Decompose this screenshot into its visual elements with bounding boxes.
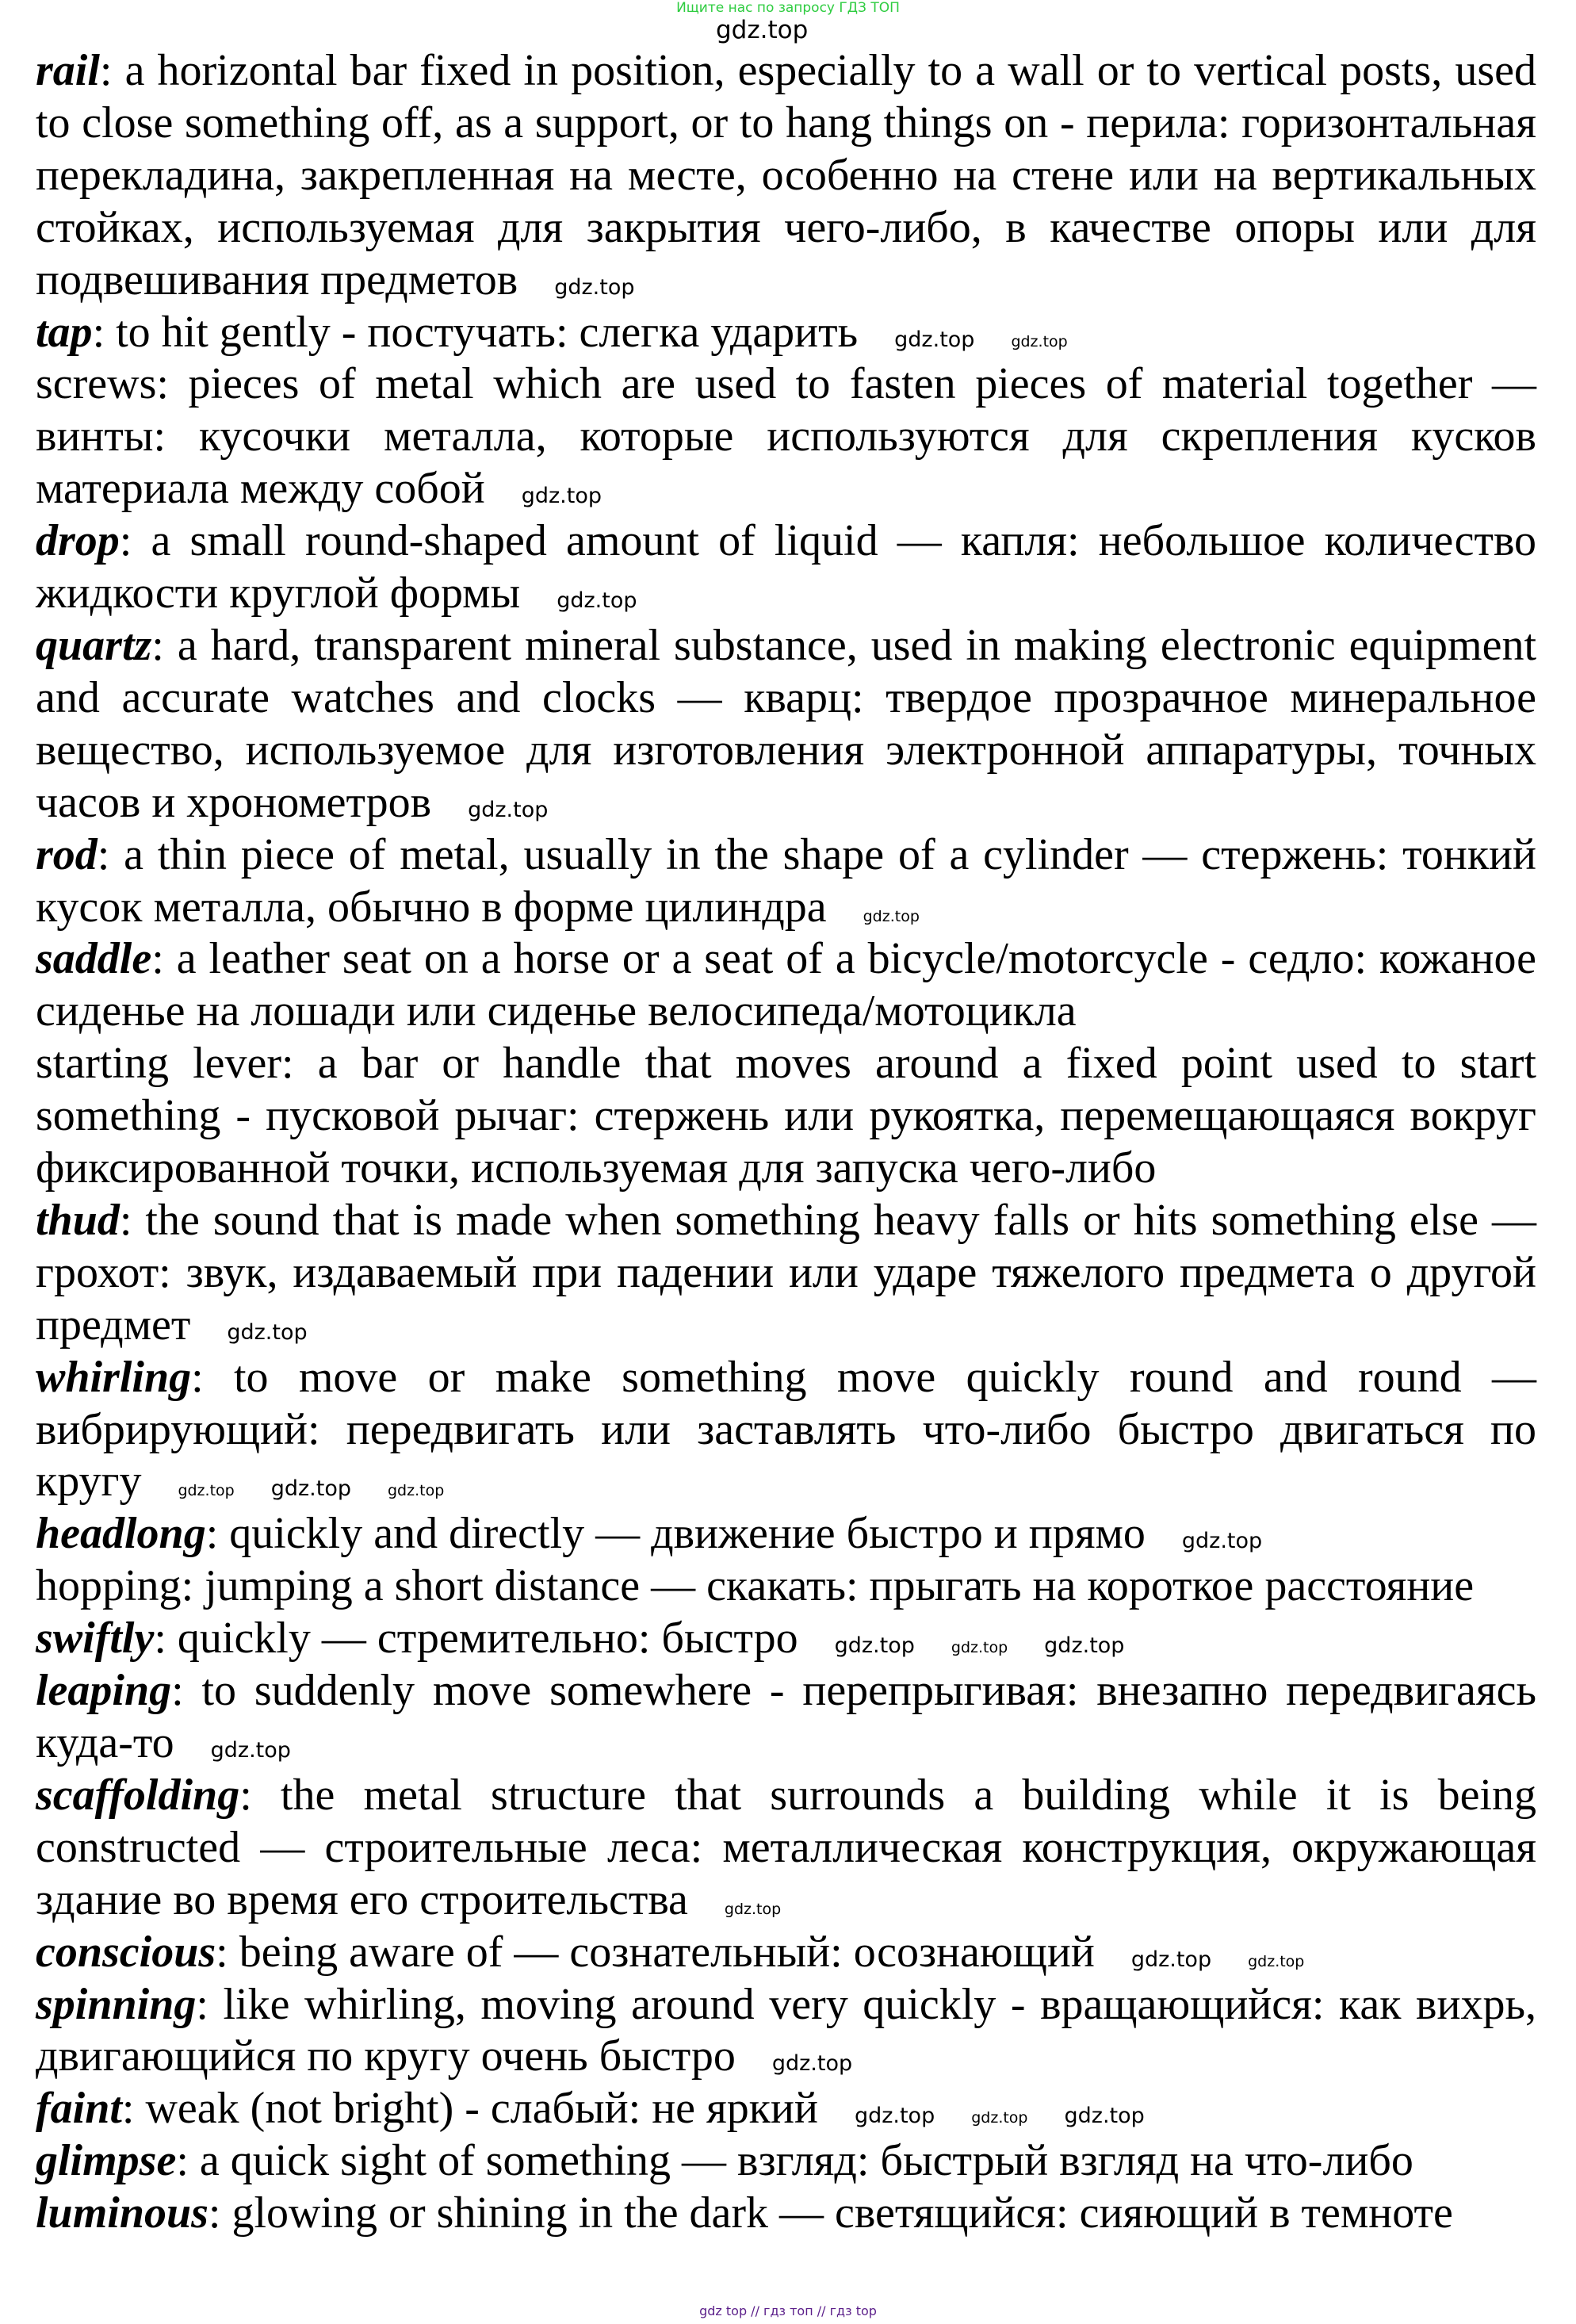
entry-term: thud bbox=[36, 1195, 120, 1245]
entry-definition: : to move or make something move quickly round and round — вибрирующий: передвигать или заставлять что-либо быстро двигаться по кругу bbox=[36, 1352, 1536, 1507]
glossary-entry bbox=[36, 933, 1536, 1038]
glossary-entry bbox=[36, 1665, 1536, 1770]
glossary-entry bbox=[36, 1038, 1536, 1195]
glossary-entry bbox=[36, 829, 1536, 934]
entry-term: conscious bbox=[36, 1927, 216, 1977]
watermark: gdz.top bbox=[1044, 1633, 1125, 1659]
watermark: gdz.top bbox=[863, 907, 920, 925]
entry-definition: : a horizontal bar fixed in position, especially to a wall or to vertical posts, used to close something off, as a support, or to hang things on - перила: горизонтальная перекладина, закрепленная на месте, особенно на стене или на вертикальных стойках, используемая для закрытия чего-либо, в качестве опоры или для подвешивания предметов bbox=[36, 46, 1536, 304]
entry-term: quartz bbox=[36, 620, 152, 670]
glossary-entry bbox=[36, 2135, 1536, 2188]
entry-term: glimpse bbox=[36, 2136, 177, 2186]
entry-term: drop bbox=[36, 516, 120, 566]
entry-definition: : quickly and directly — движение быстро и прямо bbox=[205, 1509, 1146, 1559]
glossary-entry bbox=[36, 2188, 1536, 2240]
watermark: gdz.top bbox=[716, 16, 809, 44]
watermark: gdz.top bbox=[854, 2104, 935, 2129]
entry-term: starting lever bbox=[36, 1039, 282, 1089]
watermark: gdz.top bbox=[227, 1319, 308, 1345]
glossary-entry bbox=[36, 1560, 1536, 1613]
entry-term: scaffolding bbox=[36, 1770, 240, 1820]
watermark: gdz.top bbox=[1011, 332, 1068, 350]
watermark: gdz.top bbox=[388, 1482, 445, 1500]
watermark: gdz.top bbox=[1181, 1529, 1263, 1554]
watermark: gdz.top bbox=[951, 1639, 1008, 1657]
search-hint-banner: Ищите нас по запросу ГДЗ ТОП bbox=[676, 0, 900, 16]
entry-term: rail bbox=[36, 46, 100, 95]
watermark: gdz.top bbox=[178, 1482, 235, 1500]
glossary-entry bbox=[36, 1770, 1536, 1927]
glossary-entry bbox=[36, 307, 1536, 359]
entry-term: screws bbox=[36, 359, 157, 409]
entry-term: faint bbox=[36, 2084, 122, 2134]
glossary-entry bbox=[36, 620, 1536, 829]
entry-definition: : a bar or handle that moves around a fixed point used to start something - пусковой рычаг: стержень или рукоятка, перемещающаяся вокруг фиксированной точки, используемая для запуска чего-либо bbox=[36, 1039, 1536, 1193]
entry-definition: : the metal structure that surrounds a building while it is being constructed — строительные леса: металлическая конструкция, окружающая здание во время его строительства bbox=[36, 1770, 1536, 1924]
watermark: gdz.top bbox=[1064, 2104, 1145, 2129]
watermark: gdz.top bbox=[270, 1476, 351, 1502]
glossary-entry bbox=[36, 1352, 1536, 1509]
watermark: gdz.top bbox=[771, 2051, 853, 2077]
entry-term: luminous bbox=[36, 2188, 208, 2238]
entry-definition: : jumping a short distance — скакать: прыгать на короткое расстояние bbox=[181, 1561, 1475, 1611]
glossary-entry bbox=[36, 1613, 1536, 1665]
watermark: gdz.top bbox=[1130, 1947, 1212, 1972]
entry-definition: : a leather seat on a horse or a seat of a bicycle/motorcycle - седло: кожаное сиденье на лошади или сиденье велосипеда/мотоцикла bbox=[36, 934, 1536, 1036]
watermark: gdz.top bbox=[894, 327, 975, 352]
watermark: gdz.top bbox=[971, 2109, 1028, 2127]
entry-definition: : a hard, transparent mineral substance, used in making electronic equipment and accurate watches and clocks — кварц: твердое прозрачное минеральное вещество, используемое для изготовления электронной аппаратуры, точных часов и хронометров bbox=[36, 620, 1536, 827]
entry-definition: : a small round-shaped amount of liquid — капля: небольшое количество жидкости круглой формы bbox=[36, 516, 1536, 618]
watermark: gdz.top bbox=[724, 1900, 782, 1918]
watermark: gdz.top bbox=[210, 1738, 291, 1763]
glossary-entry bbox=[36, 515, 1536, 620]
entry-term: leaping bbox=[36, 1666, 172, 1716]
glossary-entry bbox=[36, 45, 1536, 307]
entry-definition: : quickly — стремительно: быстро bbox=[154, 1614, 798, 1664]
entry-definition: : to suddenly move somewhere - перепрыгивая: внезапно передвигаясь куда-то bbox=[36, 1666, 1536, 1767]
glossary-entry bbox=[36, 1508, 1536, 1560]
entry-definition: : being aware of — сознательный: осознающий bbox=[216, 1927, 1095, 1977]
entry-definition: : a thin piece of metal, usually in the shape of a cylinder — стержень: тонкий кусок металла, обычно в форме цилиндра bbox=[36, 829, 1536, 932]
glossary-entry bbox=[36, 358, 1536, 515]
entry-definition: : pieces of metal which are used to fasten pieces of material together — винты: кусочки металла, которые используются для скрепления кусков материала между собой bbox=[36, 359, 1536, 514]
entry-definition: : the sound that is made when something heavy falls or hits something else — грохот: звук, издаваемый при падении или ударе тяжелого предмета о другой предмет bbox=[36, 1195, 1536, 1350]
entry-definition: : a quick sight of something — взгляд: быстрый взгляд на что-либо bbox=[176, 2136, 1413, 2186]
watermark: gdz.top bbox=[554, 274, 635, 300]
watermark: gdz.top bbox=[834, 1633, 915, 1659]
entry-term: spinning bbox=[36, 1979, 197, 2029]
entry-term: rod bbox=[36, 829, 98, 879]
glossary-entry bbox=[36, 1927, 1536, 1979]
entry-term: swiftly bbox=[36, 1614, 155, 1664]
watermark: gdz.top bbox=[557, 588, 637, 614]
entry-definition: : weak (not bright) - слабый: не яркий bbox=[121, 2084, 818, 2134]
glossary-entry bbox=[36, 1979, 1536, 2084]
glossary bbox=[36, 45, 1536, 2240]
entry-term: hopping bbox=[36, 1561, 182, 1611]
watermark: gdz.top bbox=[1248, 1952, 1305, 1970]
entry-term: tap bbox=[36, 307, 93, 357]
watermark: gdz.top bbox=[468, 797, 549, 822]
entry-definition: : to hit gently - постучать: слегка ударить bbox=[92, 307, 859, 357]
entry-term: saddle bbox=[36, 934, 152, 984]
entry-definition: : like whirling, moving around very quickly - вращающийся: как вихрь, двигающийся по кругу очень быстро bbox=[36, 1979, 1536, 2081]
glossary-entry bbox=[36, 2083, 1536, 2135]
entry-term: whirling bbox=[36, 1352, 192, 1402]
footer-watermark: gdz top // гдз топ // гдз top bbox=[699, 2303, 877, 2318]
entry-term: headlong bbox=[36, 1509, 206, 1559]
watermark: gdz.top bbox=[521, 484, 602, 509]
glossary-entry bbox=[36, 1195, 1536, 1352]
entry-definition: : glowing or shining in the dark — светящийся: сияющий в темноте bbox=[208, 2188, 1453, 2238]
